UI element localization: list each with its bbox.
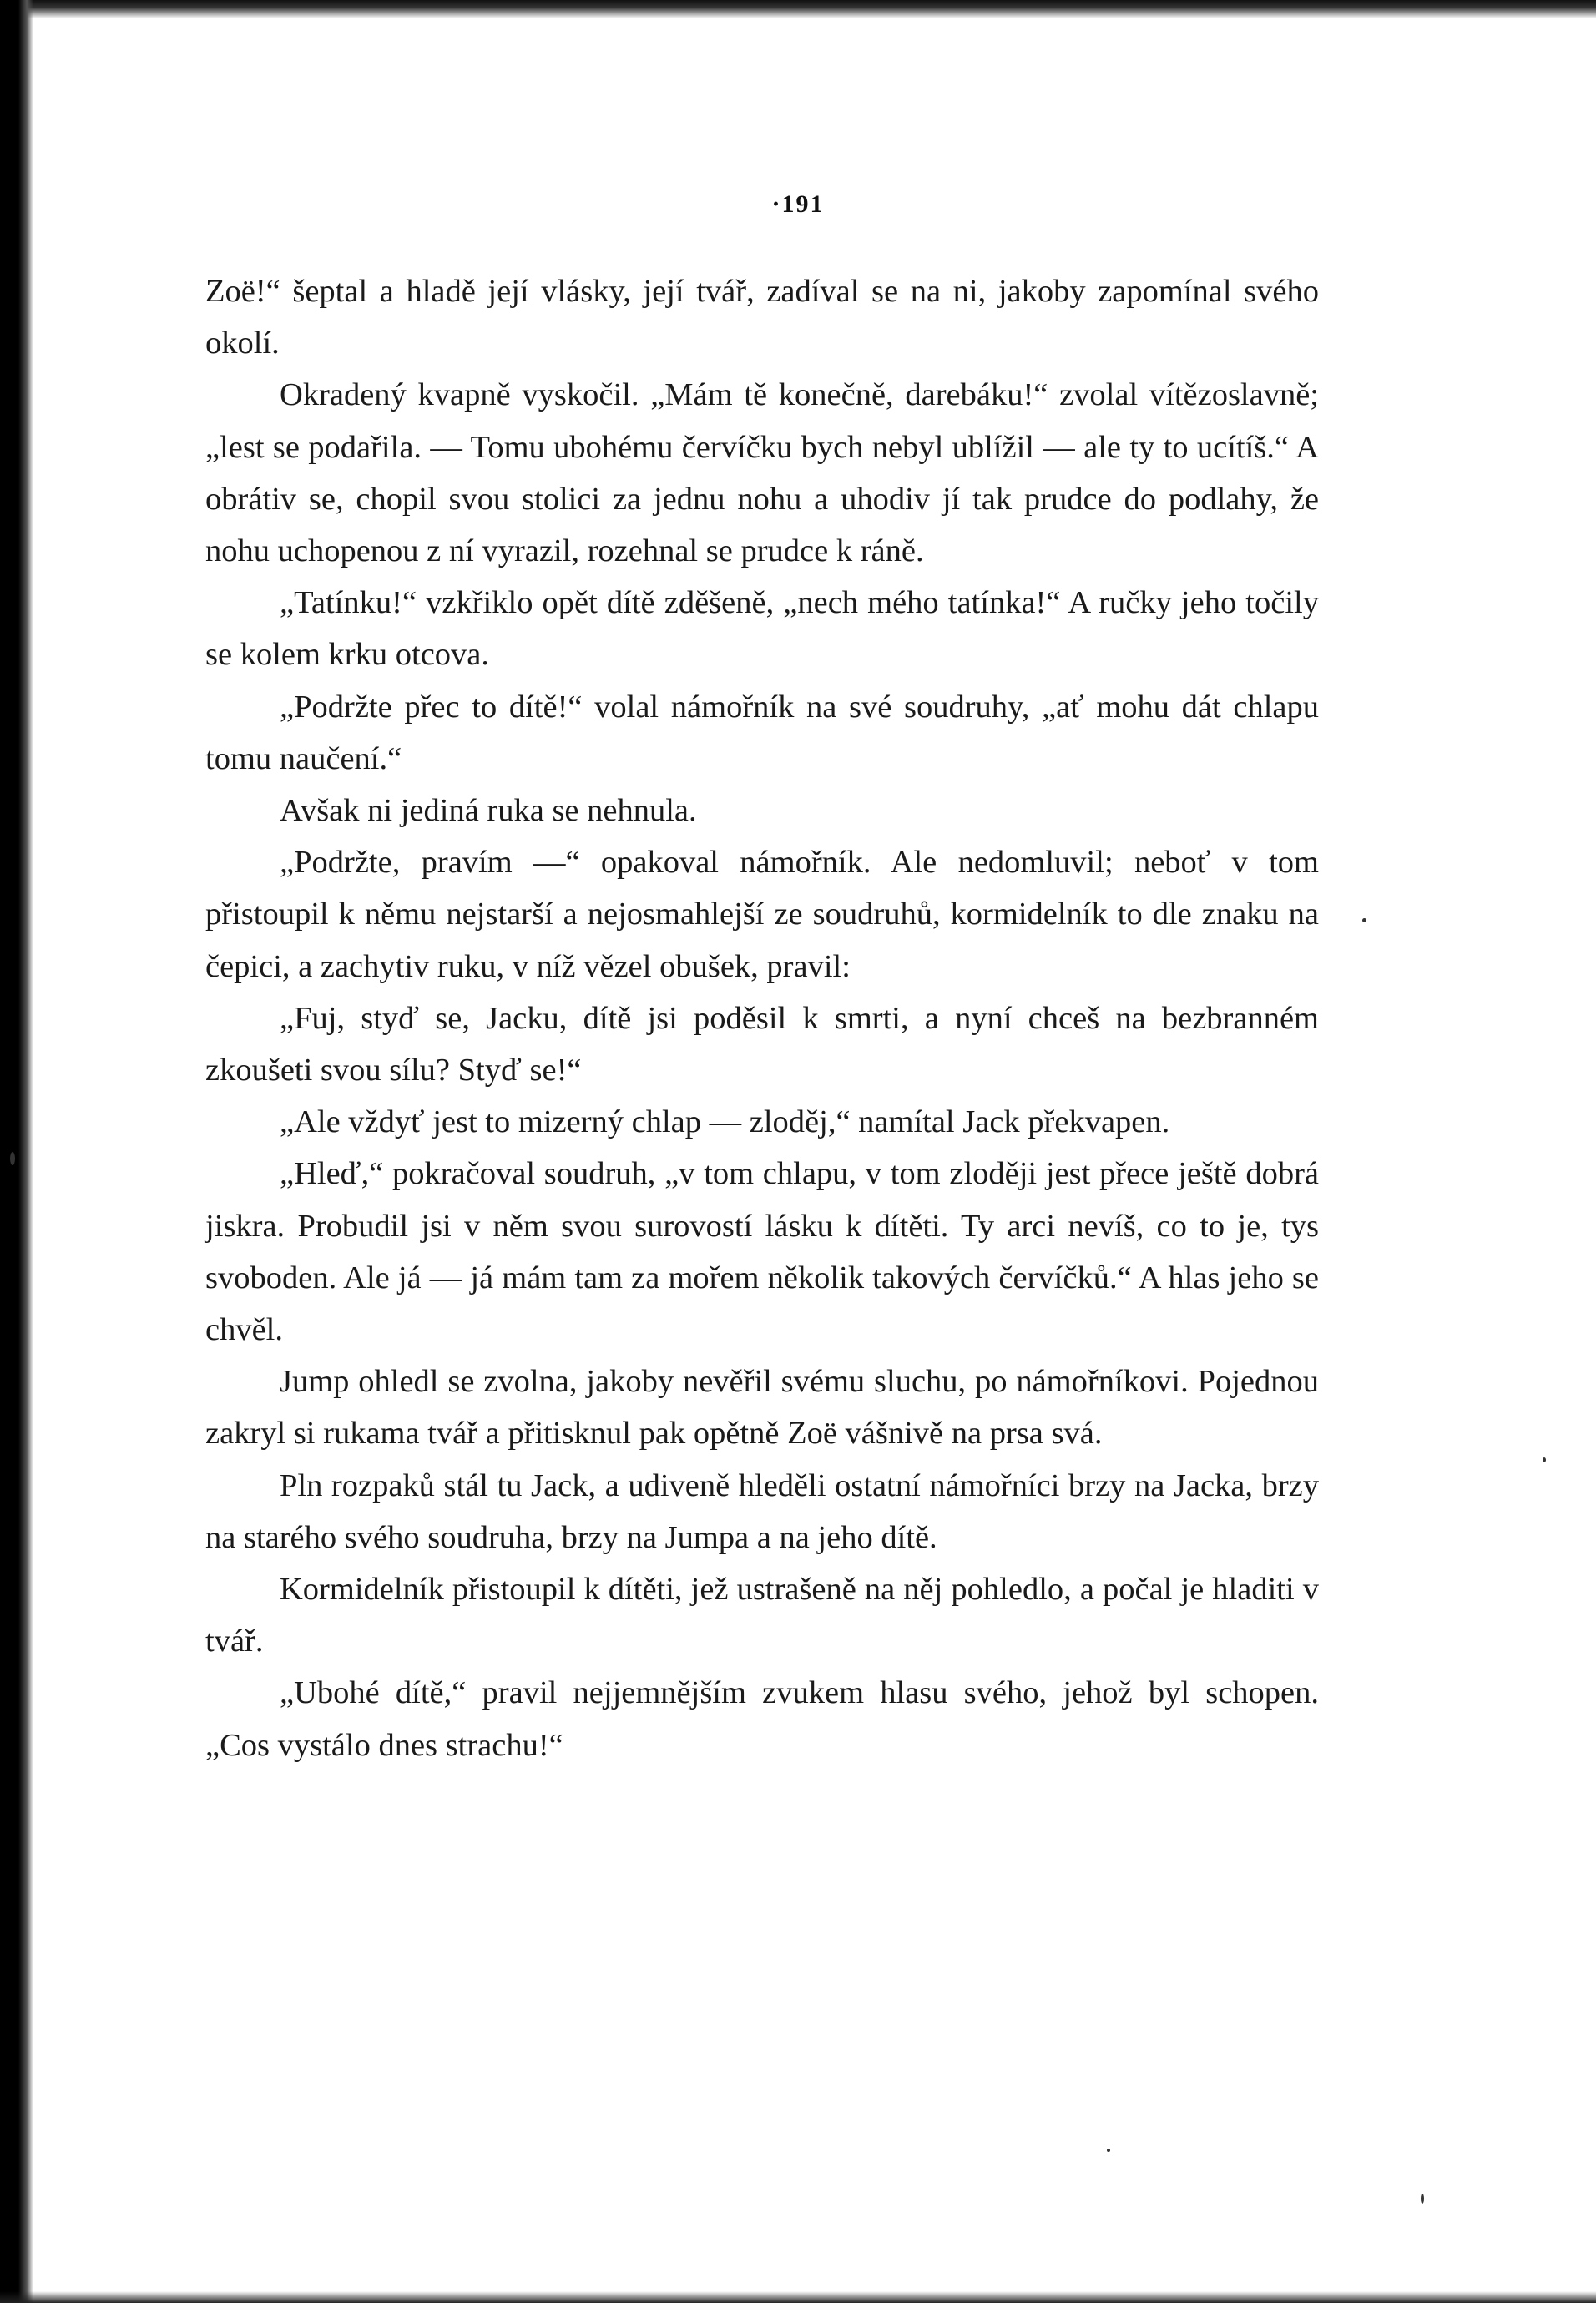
paragraph: Kormidelník přistoupil k dítěti, jež ustrašeně na něj pohledlo, a počal je hladiti v tvář. — [205, 1572, 1319, 1659]
scan-speck — [1362, 918, 1366, 922]
scan-speck — [1421, 2194, 1424, 2204]
scan-speck — [1543, 1457, 1546, 1462]
scan-speck — [10, 1152, 15, 1165]
paragraph: Zoë!“ šeptal a hladě její vlásky, její tvář, zadíval se na ni, jakoby zapomínal svého okolí. — [205, 274, 1319, 361]
paragraph: Okradený kvapně vyskočil. „Mám tě konečně, darebáku!“ zvolal vítězoslavně; „lest se podařila. — Tomu ubohému červíčku bych nebyl ublížil — ale ty to ucítíš.“ A obrátiv se, chopil svou stolici za jednu nohu a uhodiv jí tak prudce do podlahy, že nohu uchopenou z ní vyrazil, rozehnal se prudce k ráně. — [205, 377, 1319, 569]
paragraph: Avšak ni jediná ruka se nehnula. — [280, 793, 697, 829]
body-text — [205, 265, 1319, 1771]
page-number: ·191 — [771, 190, 825, 218]
scan-border-top — [0, 0, 1596, 18]
paragraph: „Podržte přec to dítě!“ volal námořník na své soudruhy, „ať mohu dát chlapu tomu naučení.“ — [205, 689, 1319, 776]
scan-border-bottom — [0, 2291, 1596, 2303]
scan-speck — [1107, 2149, 1110, 2152]
paragraph: Pln rozpaků stál tu Jack, a udiveně hleděli ostatní námořníci brzy na Jacka, brzy na starého svého soudruha, brzy na Jumpa a na jeho dítě. — [205, 1467, 1319, 1555]
paragraph: „Fuj, styď se, Jacku, dítě jsi poděsil k smrti, a nyní chceš na bezbranném zkoušeti svou sílu? Styď se!“ — [205, 1000, 1319, 1088]
paragraph: „Hleď,“ pokračoval soudruh, „v tom chlapu, v tom zloději jest přece ještě dobrá jiskra. Probudil jsi v něm svou surovostí lásku k dítěti. Ty arci nevíš, co to je, tys svoboden. Ale já — já mám tam za mořem několik takových červíčků.“ A hlas jeho se chvěl. — [205, 1156, 1319, 1348]
paragraph: „Ale vždyť jest to mizerný chlap — zloděj,“ namítal Jack překvapen. — [280, 1104, 1170, 1140]
paragraph: „Podržte, pravím —“ opakoval námořník. Ale nedomluvil; neboť v tom přistoupil k němu nejstarší a nejosmahlejší ze soudruhů, kormidelník to dle znaku na čepici, a zachytiv ruku, v níž vězel obušek, pravil: — [205, 845, 1319, 984]
paragraph: „Tatínku!“ vzkřiklo opět dítě zděšeně, „nech mého tatínka!“ A ručky jeho točily se kolem krku otcova. — [205, 585, 1319, 673]
scan-border-left — [0, 0, 33, 2303]
paragraph: Jump ohledl se zvolna, jakoby nevěřil svému sluchu, po námořníkovi. Pojednou zakryl si rukama tvář a přitisknul pak opětně Zoë vášnivě na prsa svá. — [205, 1364, 1319, 1452]
paragraph: „Ubohé dítě,“ pravil nejjemnějším zvukem hlasu svého, jehož byl schopen. „Cos vystálo dnes strachu!“ — [205, 1675, 1319, 1763]
